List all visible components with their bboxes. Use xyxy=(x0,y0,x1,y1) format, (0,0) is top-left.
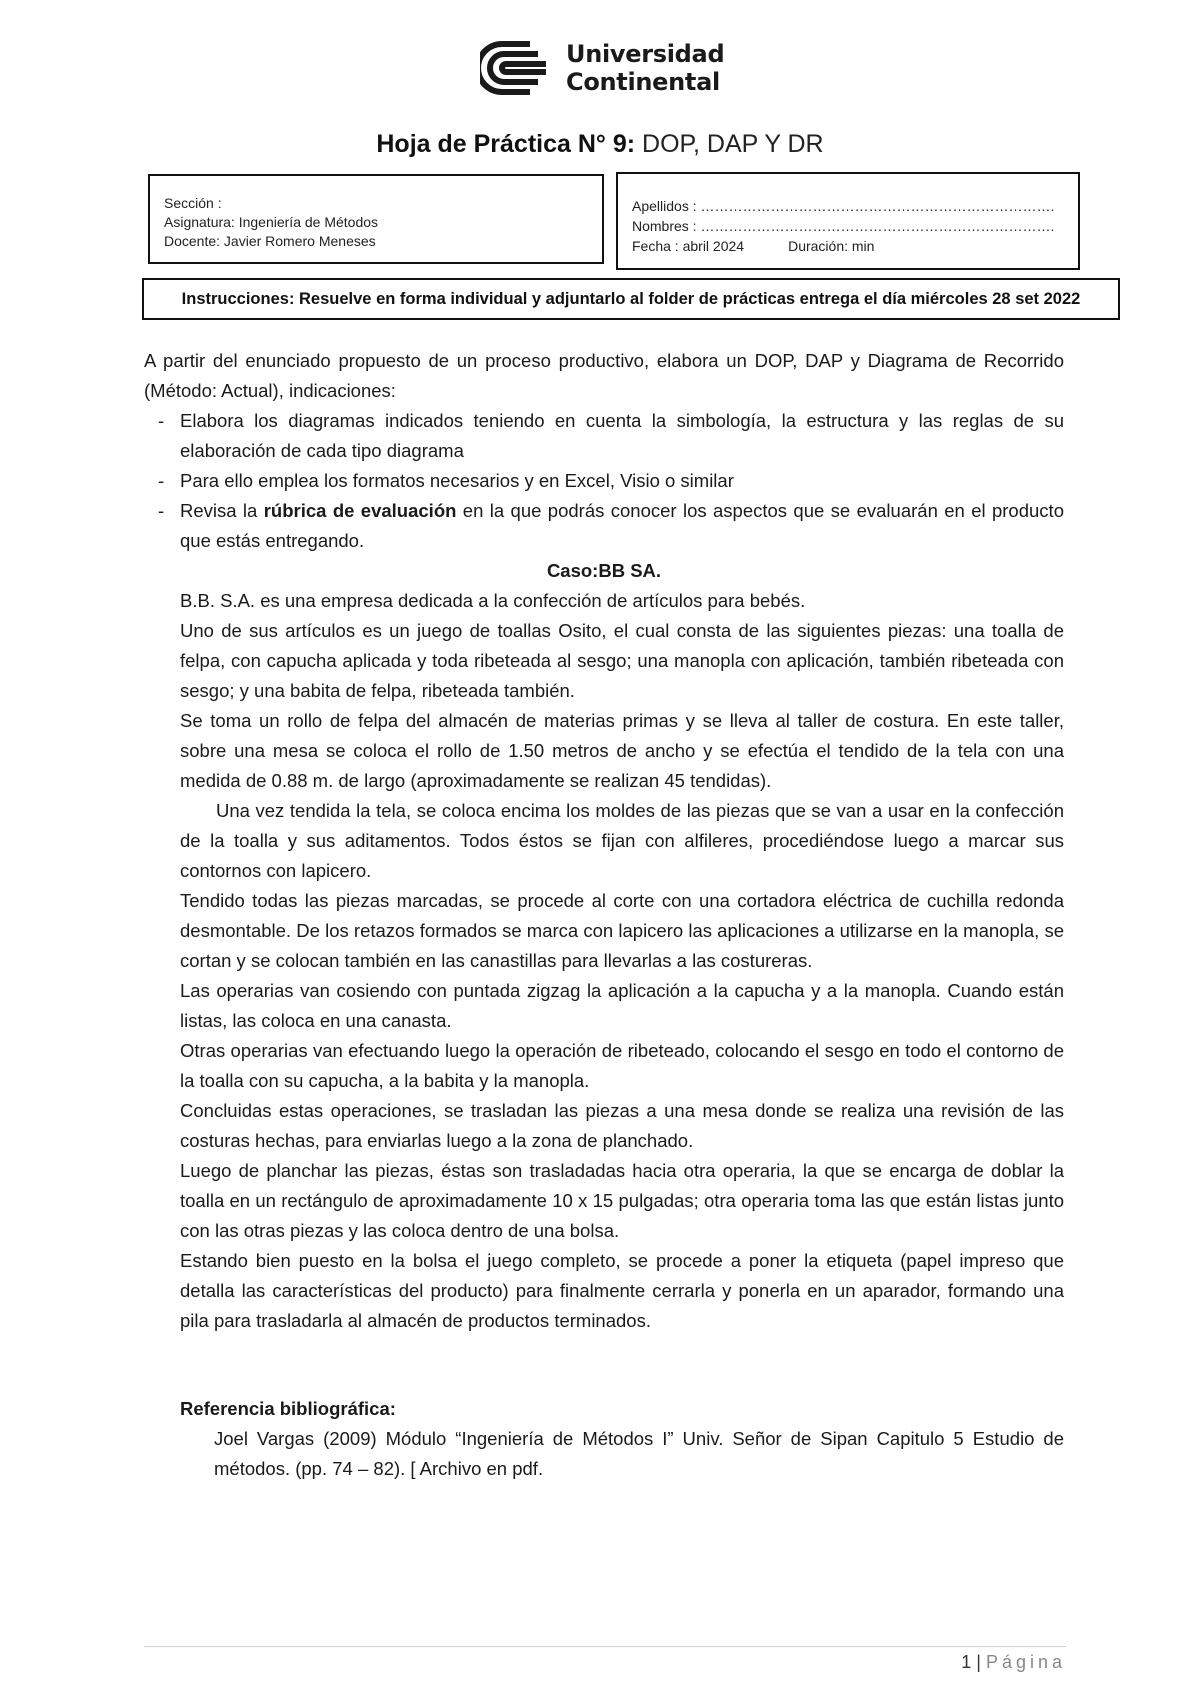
reference-title: Referencia bibliográfica: xyxy=(180,1398,396,1419)
case-paragraph: Concluidas estas operaciones, se trasladan las piezas a una mesa donde se realiza una revisión de las costuras hechas, para enviarlas luego a la zona de planchado. xyxy=(180,1100,1064,1151)
intro-paragraph: A partir del enunciado propuesto de un proceso productivo, elabora un DOP, DAP y Diagrama de Recorrido (Método: Actual), indicaciones: xyxy=(144,350,1064,401)
page-word: Página xyxy=(985,1652,1066,1672)
name-field[interactable]: Nombres : …………………………………………………………………. xyxy=(632,218,1055,234)
page-title-bold: Hoja de Práctica N° 9: xyxy=(376,130,636,158)
document-body xyxy=(144,346,1064,1484)
case-paragraph: Luego de planchar las piezas, éstas son trasladadas hacia otra operaria, la que se encarga de doblar la toalla en un rectángulo de aproximadamente 10 x 15 pulgadas; otra operaria toma las que están listas junto con las otras piezas y las coloca dentro de una bolsa. xyxy=(180,1160,1064,1241)
bullet-dash: - xyxy=(158,410,165,431)
case-paragraph: Tendido todas las piezas marcadas, se procede al corte con una cortadora eléctrica de cuchilla redonda desmontable. De los retazos formados se marca con lapicero las aplicaciones a utilizarse en la manopla, se cortan y se colocan también en las canastillas para llevarlas a las costureras. xyxy=(180,890,1064,971)
footer-separator: | xyxy=(976,1652,981,1672)
bullet-dash: - xyxy=(158,470,165,491)
logo-line-2: Continental xyxy=(566,68,720,96)
bullet-text: Elabora los diagramas indicados teniendo en cuenta la simbología, la estructura y las reglas de su elaboración de cada tipo diagrama xyxy=(180,410,1064,461)
rubric-emphasis: rúbrica de evaluación xyxy=(263,500,457,521)
case-paragraph: B.B. S.A. es una empresa dedicada a la confección de artículos para bebés. xyxy=(180,590,806,611)
course-field: Asignatura: Ingeniería de Métodos xyxy=(164,214,379,230)
date-field: Fecha : abril 2024 xyxy=(632,238,745,254)
university-logo-icon xyxy=(480,40,554,96)
bullet-item xyxy=(144,466,1064,496)
student-info-box xyxy=(616,172,1080,270)
course-info-box xyxy=(148,174,604,264)
university-logo-text xyxy=(566,40,724,96)
footer-divider xyxy=(144,1646,1066,1647)
page-number: 1 xyxy=(961,1652,972,1672)
case-paragraph-indented xyxy=(144,796,1064,886)
instructions-box: Instrucciones: Resuelve en forma individual y adjuntarlo al folder de prácticas entrega el día miércoles 28 set 2022 xyxy=(142,278,1120,320)
university-logo xyxy=(480,36,740,100)
bullet-item xyxy=(144,496,1064,556)
case-paragraph: Las operarias van cosiendo con puntada zigzag la aplicación a la capucha y a la manopla. Cuando están listas, las coloca en una canasta. xyxy=(180,980,1064,1031)
reference-text: Joel Vargas (2009) Módulo “Ingeniería de Métodos I” Univ. Señor de Sipan Capitulo 5 Estudio de métodos. (pp. 74 – 82). [ Archivo en pdf. xyxy=(214,1428,1064,1479)
page-footer xyxy=(961,1652,1066,1673)
bullet-text: Para ello emplea los formatos necesarios y en Excel, Visio o similar xyxy=(180,470,734,491)
page-title-subject: DOP, DAP Y DR xyxy=(635,130,824,158)
bullet-item xyxy=(144,406,1064,466)
case-paragraph: Se toma un rollo de felpa del almacén de materias primas y se lleva al taller de costura. En este taller, sobre una mesa se coloca el rollo de 1.50 metros de ancho y se efectúa el tendido de la tela con una medida de 0.88 m. de largo (aproximadamente se realizan 45 tendidas). xyxy=(180,710,1064,791)
surname-field[interactable]: Apellidos : …………………………………………………………………. xyxy=(632,198,1055,214)
page-title xyxy=(0,130,1200,159)
section-field: Sección : xyxy=(164,195,222,211)
bullet-text-before: Revisa la xyxy=(180,500,264,521)
case-paragraph-indented-text: Una vez tendida la tela, se coloca encima los moldes de las piezas que se van a usar en la confección de la toalla y sus aditamentos. Todos éstos se fijan con alfileres, procediéndose luego a marcar sus contornos con lapicero. xyxy=(180,800,1064,881)
case-paragraph: Otras operarias van efectuando luego la operación de ribeteado, colocando el sesgo en todo el contorno de la toalla con su capucha, a la babita y la manopla. xyxy=(180,1040,1064,1091)
bullet-text xyxy=(180,496,1064,556)
teacher-field: Docente: Javier Romero Meneses xyxy=(164,233,376,249)
date-duration-row xyxy=(632,236,1064,256)
bullet-text-after: en la que podrás conocer los aspectos que se evaluarán en el producto que estás entregando. xyxy=(180,500,1064,551)
case-title: Caso:BB SA. xyxy=(546,560,662,581)
duration-field: Duración: min xyxy=(788,238,875,254)
logo-line-1: Universidad xyxy=(566,40,725,68)
case-paragraph: Estando bien puesto en la bolsa el juego completo, se procede a poner la etiqueta (papel impreso que detalla las características del producto) para finalmente cerrarla y ponerla en un aparador, formando una pila para trasladarla al almacén de productos terminados. xyxy=(180,1250,1064,1331)
case-paragraph: Uno de sus artículos es un juego de toallas Osito, el cual consta de las siguientes piezas: una toalla de felpa, con capucha aplicada y toda ribeteada al sesgo; una manopla con aplicación, también ribeteada con sesgo; y una babita de felpa, ribeteada también. xyxy=(180,620,1064,701)
bullet-dash: - xyxy=(158,500,165,521)
